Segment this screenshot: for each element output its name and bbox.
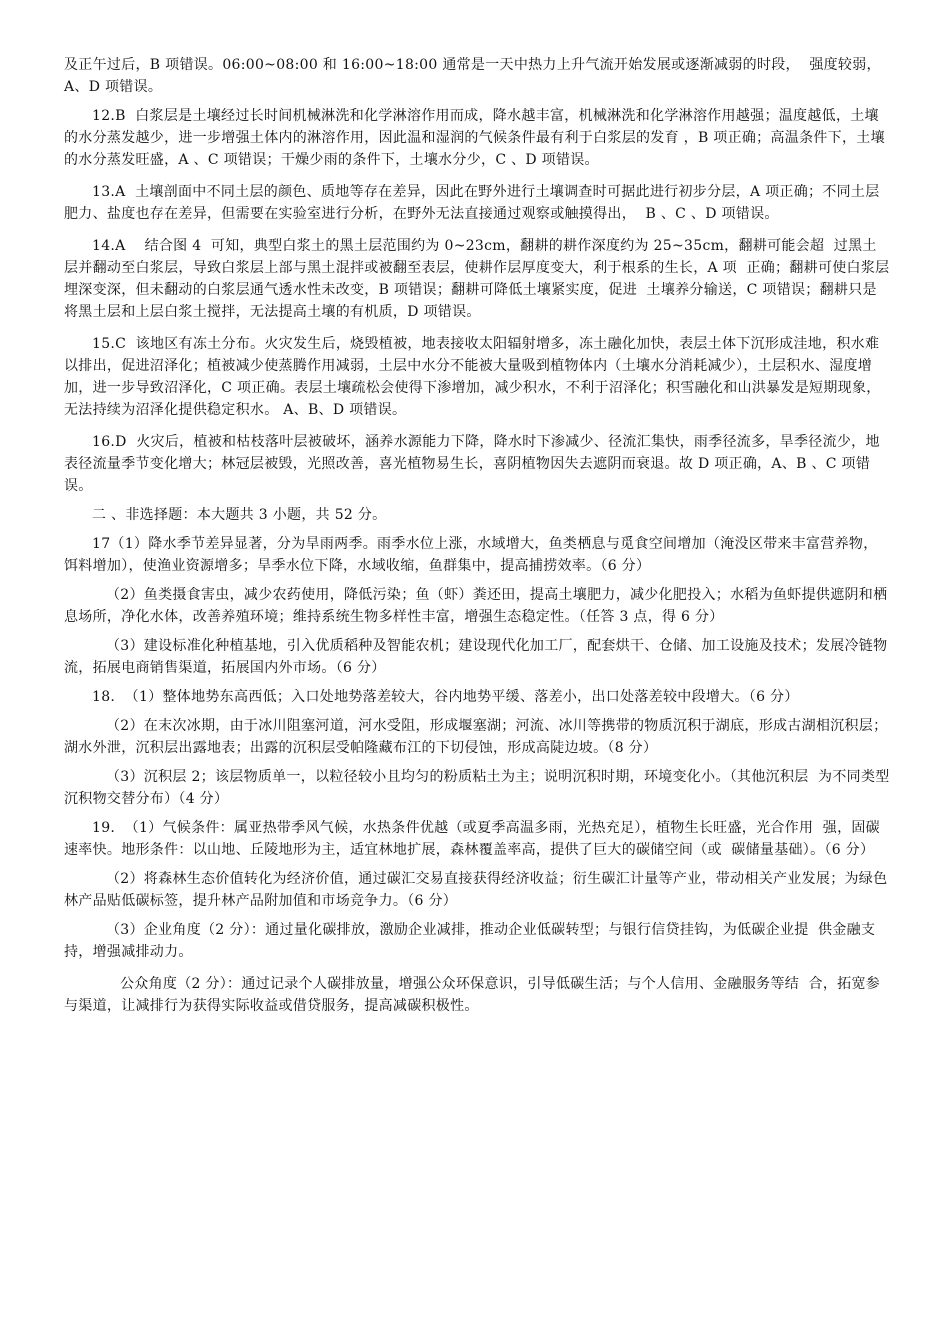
paragraph-q17-part2: （2）鱼类摄食害虫，减少农药使用，降低污染；鱼（虾）粪还田，提高土壤肥力，减少化肥投入；水稻为鱼虾提供遮阴和栖息场所，净化水体，改善养殖环境；维持系统生物多样性丰富，增强生态稳定性。（任答 3 点，得 6 分） <box>64 587 888 625</box>
paragraph-q19-part1: 19. （1）气候条件：属亚热带季风气候，水热条件优越（或夏季高温多雨，光热充足），植物生长旺盛，光合作用 强，固碳速率快。地形条件：以山地、丘陵地形为主，适宜林地扩展，森林覆盖率高，提供了巨大的碳储空间（或 碳储量基础）。（6 分） <box>64 820 880 858</box>
paragraph-q19-part3-public: 公众角度（2 分）：通过记录个人碳排放量，增强公众环保意识，引导低碳生活；与个人信用、金融服务等结 合，拓宽参与渠道，让减排行为获得实际收益或借贷服务，提高减碳积极性。 <box>64 976 881 1014</box>
paragraph-q15: 15.C 该地区有冻土分布。火灾发生后，烧毁植被，地表接收太阳辐射增多，冻土融化加快，表层土体下沉形成洼地，积水难以排出，促进沼泽化；植被减少使蒸腾作用减弱，土层中水分不能被大量吸到植物体内（土壤水分消耗减少），土层积水、湿度增加，进一步导致沼泽化，C 项正确。表层土壤疏松会使得下渗增加，减少积水，不利于沼泽化；积雪融化和山洪暴发是短期现象，无法持续为沼泽化提供稳定积水。 A、B、D 项错误。 <box>64 336 881 418</box>
paragraph-q18-part3: （3）沉积层 2；该层物质单一，以粒径较小且均匀的粉质粘土为主；说明沉积时期，环境变化小。（其他沉积层 为不同类型沉积物交替分布）（4 分） <box>64 769 890 807</box>
paragraph-q11-continued: 及正午过后，B 项错误。06:00~08:00 和 16:00~18:00 通常是一天中热力上升气流开始发展或逐渐减弱的时段， 强度较弱，A、D 项错误。 <box>64 57 881 95</box>
paragraph-q17-part1: 17（1）降水季节差异显著，分为旱雨两季。雨季水位上涨，水域增大，鱼类栖息与觅食空间增加（淹没区带来丰富营养物，饵料增加），使渔业资源增多；旱季水位下降，水域收缩，鱼群集中，提高捕捞效率。（6 分） <box>64 536 878 574</box>
paragraph-q14: 14.A 结合图 4 可知，典型白浆土的黑土层范围约为 0~23cm，翻耕的耕作深度约为 25~35cm，翻耕可能会超 过黑土层并翻动至白浆层，导致白浆层上部与黑土混拌或被翻至表层，使耕作层厚度变大，利于根系的生长，A 项 正确；翻耕可使白浆层埋深变深，但未翻动的白浆层通气透水性未改变，B 项错误；翻耕可降低土壤紧实度，促进 土壤养分输送，C 项错误；翻耕只是将黑土层和上层白浆土搅拌，无法提高土壤的有机质，D 项错误。 <box>64 238 890 320</box>
paragraph-q18-part2: （2）在末次冰期，由于冰川阻塞河道，河水受阻，形成堰塞湖；河流、冰川等携带的物质沉积于湖底，形成古湖相沉积层；湖水外泄，沉积层出露地表；出露的沉积层受帕隆藏布江的下切侵蚀，形成高陡边坡。（8 分） <box>64 718 888 756</box>
paragraph-q13: 13.A 土壤剖面中不同土层的颜色、质地等存在差异，因此在野外进行土壤调查时可据此进行初步分层，A 项正确；不同土层肥力、盐度也存在差异，但需要在实验室进行分析，在野外无法直接通过观察或触摸得出， B 、C 、D 项错误。 <box>64 184 880 222</box>
paragraph-q19-part3-enterprise: （3）企业角度（2 分）：通过量化碳排放，激励企业减排，推动企业低碳转型；与银行信贷挂钩，为低碳企业提 供金融支持，增强减排动力。 <box>64 922 876 960</box>
paragraph-q17-part3: （3）建设标准化种植基地，引入优质稻种及智能农机；建设现代化加工厂，配套烘干、仓储、加工设施及技术；发展冷链物流，拓展电商销售渠道，拓展国内外市场。（6 分） <box>64 638 888 676</box>
paragraph-q16: 16.D 火灾后，植被和枯枝落叶层被破坏，涵养水源能力下降，降水时下渗减少、径流汇集快，雨季径流多，旱季径流少，地表径流量季节变化增大；林冠层被毁，光照改善，喜光植物易生长，喜阴植物因失去遮阴而衰退。故 D 项正确，A、B 、C 项错误。 <box>64 434 880 494</box>
section-heading-non-choice: 二 、非选择题：本大题共 3 小题，共 52 分。 <box>92 507 387 523</box>
paragraph-q19-part2: （2）将森林生态价值转化为经济价值，通过碳汇交易直接获得经济收益；衍生碳汇计量等产业，带动相关产业发展；为绿色林产品贴低碳标签，提升林产品附加值和市场竞争力。（6 分） <box>64 871 888 909</box>
answer-key-page <box>64 54 890 1024</box>
paragraph-q12: 12.B 白浆层是土壤经过长时间机械淋洗和化学淋溶作用而成，降水越丰富，机械淋洗和化学淋溶作用越强；温度越低，土壤的水分蒸发越少，进一步增强土体内的淋溶作用，因此温和湿润的气候条件最有利于白浆层的发育 ，B 项正确；高温条件下，土壤的水分蒸发旺盛，A 、C 项错误；干燥少雨的条件下，土壤水分少，C 、D 项错误。 <box>64 108 885 168</box>
paragraph-q18-part1: 18. （1）整体地势东高西低；入口处地势落差较大，谷内地势平缓、落差小，出口处落差较中段增大。（6 分） <box>92 689 799 705</box>
